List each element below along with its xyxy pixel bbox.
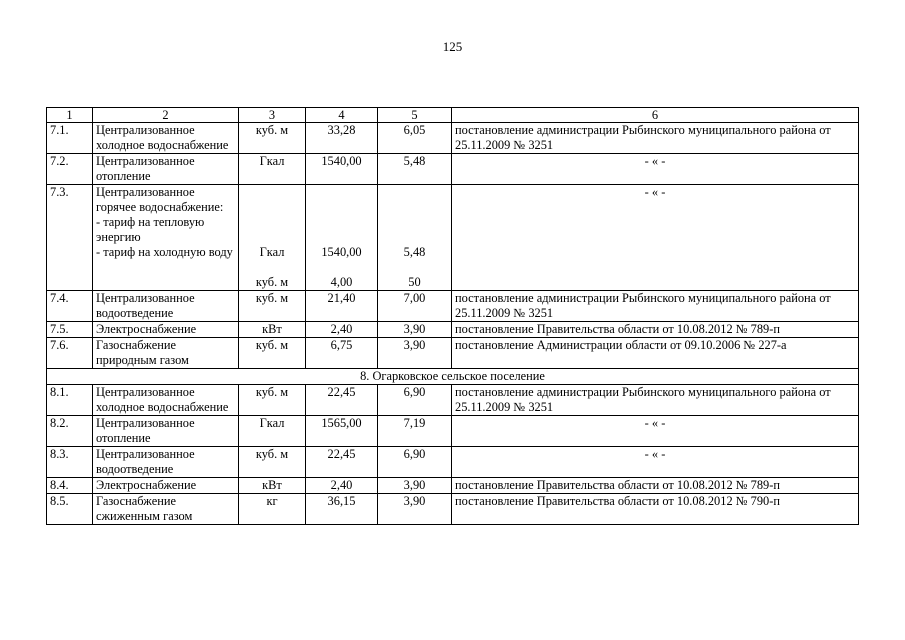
column-header: 6 <box>452 108 859 123</box>
table-row <box>47 154 859 185</box>
value-cell: 6,90 <box>378 447 452 478</box>
column-header: 4 <box>306 108 378 123</box>
table-row <box>47 338 859 369</box>
unit-cell <box>239 185 306 291</box>
sub-tariff-value: 1540,00 <box>321 245 362 259</box>
document-cell: - « - <box>452 185 859 291</box>
value-cell: 2,40 <box>306 322 378 338</box>
row-number: 7.4. <box>47 291 93 322</box>
page-number: 125 <box>442 39 463 54</box>
row-number: 8.2. <box>47 416 93 447</box>
document-cell: - « - <box>452 154 859 185</box>
value-cell: 3,90 <box>378 494 452 525</box>
document-cell: постановление администрации Рыбинского муниципального района от 25.11.2009 № 3251 <box>452 123 859 154</box>
table-row <box>47 416 859 447</box>
service-name: Централизованное отопление <box>93 154 239 185</box>
section-title: 8. Огарковское сельское поселение <box>47 369 859 385</box>
value-cell: 7,19 <box>378 416 452 447</box>
sub-tariff-value: 5,48 <box>403 245 426 259</box>
document-cell: - « - <box>452 447 859 478</box>
service-name: Централизованное отопление <box>93 416 239 447</box>
row-number: 8.5. <box>47 494 93 525</box>
table-row <box>47 123 859 154</box>
service-name: Централизованное холодное водоснабжение <box>93 385 239 416</box>
unit-cell: куб. м <box>239 447 306 478</box>
sub-tariff-name: - тариф на тепловую энергию <box>96 215 205 244</box>
row-number: 8.3. <box>47 447 93 478</box>
value-cell: 2,40 <box>306 478 378 494</box>
service-name: Электроснабжение <box>93 478 239 494</box>
unit-cell: кВт <box>239 478 306 494</box>
column-header: 2 <box>93 108 239 123</box>
table-row <box>47 385 859 416</box>
service-name: Электроснабжение <box>93 322 239 338</box>
sub-tariff-unit: Гкал <box>259 245 285 259</box>
service-name: Централизованное холодное водоснабжение <box>93 123 239 154</box>
unit-cell: Гкал <box>239 416 306 447</box>
document-cell: постановление администрации Рыбинского муниципального района от 25.11.2009 № 3251 <box>452 385 859 416</box>
table-row <box>47 447 859 478</box>
sub-tariff-value: 4,00 <box>330 275 353 289</box>
value-cell: 3,90 <box>378 478 452 494</box>
value-cell: 1540,00 <box>306 154 378 185</box>
value-cell: 6,75 <box>306 338 378 369</box>
value-cell: 33,28 <box>306 123 378 154</box>
unit-cell: куб. м <box>239 338 306 369</box>
row-number: 7.3. <box>47 185 93 291</box>
row-number: 8.4. <box>47 478 93 494</box>
service-name-cell <box>93 185 239 291</box>
column-header: 5 <box>378 108 452 123</box>
table-header-row <box>47 108 859 123</box>
document-cell: постановление Правительства области от 10.08.2012 № 790-п <box>452 494 859 525</box>
table-row <box>47 322 859 338</box>
table-row <box>47 185 859 291</box>
column-header: 3 <box>239 108 306 123</box>
value-cell: 3,90 <box>378 338 452 369</box>
unit-cell: куб. м <box>239 123 306 154</box>
service-name: Газоснабжение природным газом <box>93 338 239 369</box>
row-number: 7.1. <box>47 123 93 154</box>
sub-tariff-name: - тариф на холодную воду <box>96 245 233 259</box>
value-cell: 36,15 <box>306 494 378 525</box>
value-cell: 21,40 <box>306 291 378 322</box>
value-cell: 7,00 <box>378 291 452 322</box>
value-cell: 22,45 <box>306 385 378 416</box>
row-number: 7.5. <box>47 322 93 338</box>
table-row <box>47 291 859 322</box>
value-cell <box>378 185 452 291</box>
row-number: 7.2. <box>47 154 93 185</box>
document-cell: постановление Правительства области от 10.08.2012 № 789-п <box>452 478 859 494</box>
tariff-table <box>46 107 859 525</box>
unit-cell: кг <box>239 494 306 525</box>
document-cell: постановление Правительства области от 10.08.2012 № 789-п <box>452 322 859 338</box>
value-cell: 3,90 <box>378 322 452 338</box>
column-header: 1 <box>47 108 93 123</box>
table-row <box>47 494 859 525</box>
table-row <box>47 478 859 494</box>
row-number: 8.1. <box>47 385 93 416</box>
unit-cell: куб. м <box>239 385 306 416</box>
value-cell: 6,05 <box>378 123 452 154</box>
unit-cell: куб. м <box>239 291 306 322</box>
value-cell <box>306 185 378 291</box>
sub-tariff-value: 50 <box>408 275 421 289</box>
value-cell: 1565,00 <box>306 416 378 447</box>
service-name: Централизованное водоотведение <box>93 447 239 478</box>
sub-tariff-unit: куб. м <box>255 275 289 289</box>
document-cell: постановление администрации Рыбинского муниципального района от 25.11.2009 № 3251 <box>452 291 859 322</box>
section-row <box>47 369 859 385</box>
value-cell: 5,48 <box>378 154 452 185</box>
service-name: Централизованное горячее водоснабжение: <box>96 185 224 214</box>
row-number: 7.6. <box>47 338 93 369</box>
unit-cell: кВт <box>239 322 306 338</box>
value-cell: 6,90 <box>378 385 452 416</box>
service-name: Централизованное водоотведение <box>93 291 239 322</box>
service-name: Газоснабжение сжиженным газом <box>93 494 239 525</box>
document-cell: - « - <box>452 416 859 447</box>
value-cell: 22,45 <box>306 447 378 478</box>
unit-cell: Гкал <box>239 154 306 185</box>
document-cell: постановление Администрации области от 09.10.2006 № 227-а <box>452 338 859 369</box>
